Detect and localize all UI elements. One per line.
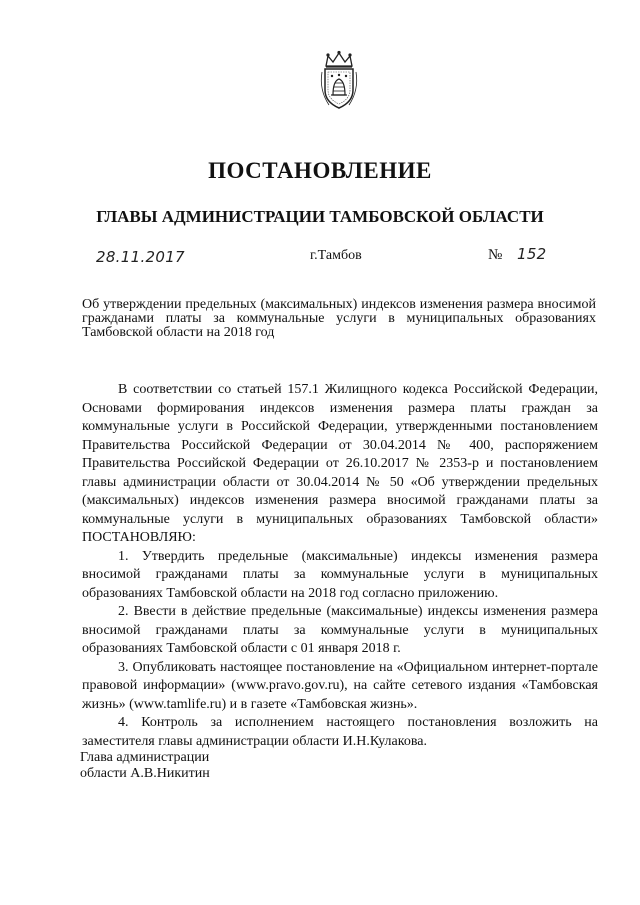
document-title: ПОСТАНОВЛЕНИЕ — [208, 158, 432, 183]
body-paragraph-item-2: 2. Ввести в действие предельные (максимальные) индексы изменения размера вносимой гражданами платы за коммунальные услуги в муниципальных образованиях Тамбовской области с 01 января 2018 г. — [82, 604, 598, 656]
document-number-label: № — [488, 247, 503, 263]
document-city: г.Тамбов — [310, 248, 362, 263]
signature-position: Глава администрации — [80, 750, 210, 765]
document-body — [82, 381, 598, 751]
signature-name: области А.В.Никитин — [80, 766, 210, 781]
document-subtitle: ГЛАВЫ АДМИНИСТРАЦИИ ТАМБОВСКОЙ ОБЛАСТИ — [96, 207, 544, 226]
document-number: 152 — [517, 245, 547, 263]
body-paragraph-item-3: 3. Опубликовать настоящее постановление на «Официальном интернет-портале правовой информации» (www.pravo.gov.ru), на сайте сетевого издания «Тамбовская жизнь» (www.tamlife.ru) и в газете «Тамбовская жизнь». — [82, 659, 598, 712]
document-subject: Об утверждении предельных (максимальных) индексов изменения размера вносимой гражданами платы за коммунальные услуги в муниципальных образованиях Тамбовской области на 2018 год — [82, 297, 596, 340]
signature-block — [80, 750, 210, 782]
body-paragraph-item-1: 1. Утвердить предельные (максимальные) индексы изменения размера вносимой гражданами платы за коммунальные услуги в муниципальных образованиях Тамбовской области на 2018 год согласно приложению. — [82, 548, 598, 601]
body-paragraph-item-4: 4. Контроль за исполнением настоящего постановления возложить на заместителя главы администрации области И.Н.Кулакова. — [82, 715, 598, 749]
tambov-coat-of-arms-icon — [316, 50, 362, 112]
body-paragraph-preamble: В соответствии со статьей 157.1 Жилищного кодекса Российской Федерации, Основами формирования индексов изменения размера платы граждан за коммунальные услуги в Российской Федерации, утвержденными постановлением Правительства Российской Федерации от 30.04.2014 № 400, распоряжением Правительства Российской Федерации от 26.10.2017 № 2353-р и постановлением главы администрации области от 30.04.2014 № 50 «Об утверждении предельных (максимальных) индексов изменения размера вносимой гражданами платы за коммунальные услуги в муниципальных образованиях Тамбовской области» ПОСТАНОВЛЯЮ: — [82, 382, 598, 545]
document-date: 28.11.2017 — [96, 248, 185, 266]
